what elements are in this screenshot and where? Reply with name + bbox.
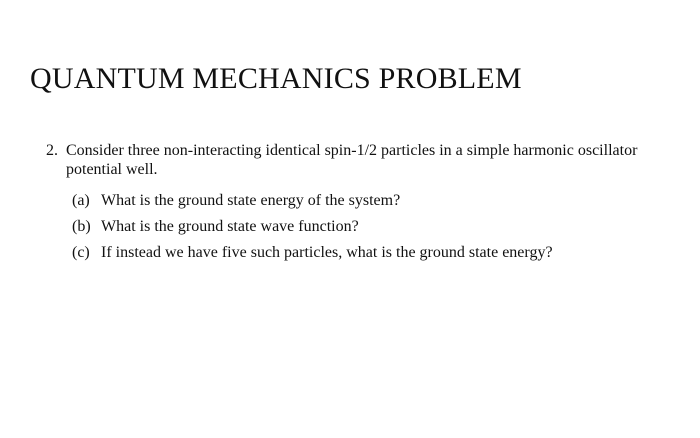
page-title: QUANTUM MECHANICS PROBLEM [30, 62, 522, 95]
part-text: If instead we have five such particles, what is the ground state energy? [101, 244, 553, 261]
part-text: What is the ground state energy of the system? [101, 192, 401, 209]
part-a [72, 191, 553, 217]
part-text: What is the ground state wave function? [101, 218, 359, 235]
problem-text: Consider three non-interacting identical spin-1/2 particles in a simple harmonic oscillator potential well. [66, 142, 638, 178]
problem [46, 141, 646, 179]
part-b [72, 217, 553, 243]
part-label: (c) [72, 244, 90, 261]
problem-parts [72, 191, 553, 269]
part-label: (a) [72, 192, 90, 209]
part-c [72, 243, 553, 269]
problem-number: 2. [46, 142, 58, 159]
part-label: (b) [72, 218, 91, 235]
